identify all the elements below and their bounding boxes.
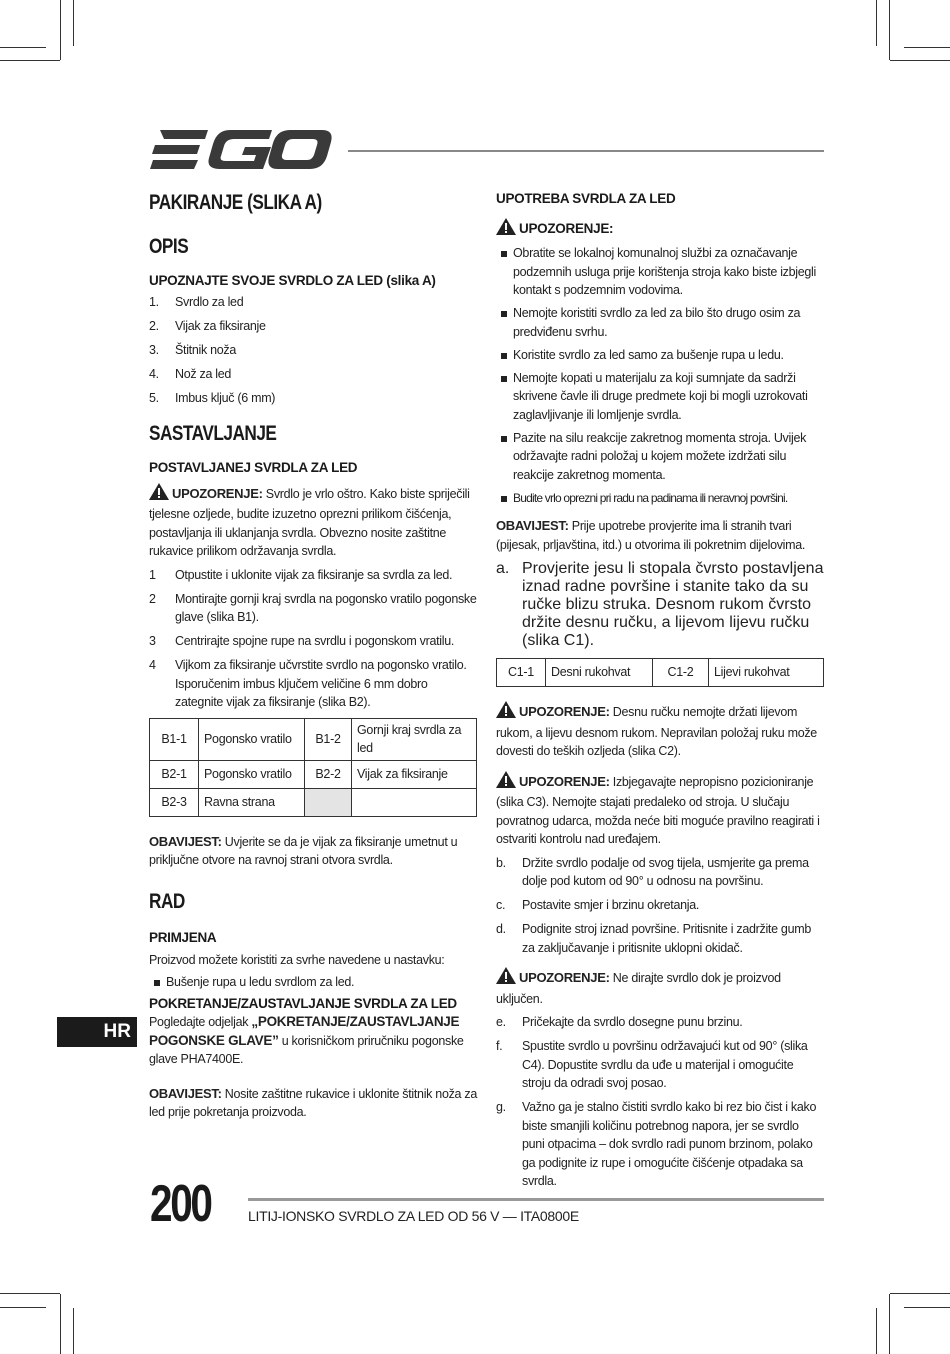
warning-text: Ne dirajte svrdlo dok je proizvod uključen.: [496, 971, 781, 1006]
warning-hand-position: [496, 701, 824, 761]
item-marker: f.: [496, 1039, 503, 1053]
section-title-description: OPIS: [149, 235, 189, 258]
warning-label: UPOZORENJE:: [519, 221, 614, 236]
crop-mark: [60, 1294, 61, 1354]
item-marker: 2.: [149, 319, 159, 333]
start-stop-reference: „POKRETANJE/ZAUSTAVLJANJE POGONSKE GLAVE”: [149, 1014, 460, 1048]
crop-mark: [890, 60, 950, 61]
table-cell: B1-1: [150, 718, 199, 760]
notice-label: OBAVIJEST:: [149, 833, 222, 849]
table-cell-empty: [305, 788, 352, 816]
header-rule: [348, 150, 824, 152]
bullet-item: [496, 429, 824, 485]
item-text: Držite svrdlo podalje od svog tijela, usmjerite ga prema dolje pod kutom od 90° u odnosu na površinu.: [522, 855, 809, 888]
section-title-assembly: SASTAVLJANJE: [149, 421, 277, 445]
warning-label: UPOZORENJE:: [172, 485, 263, 501]
crop-mark: [876, 1308, 877, 1354]
item-text: Podignite stroj iznad površine. Pritisnite i zadržite gumb za zaključavanje i pritisnite uklopni okidač.: [522, 922, 811, 955]
notice-screw: [149, 833, 477, 870]
crop-mark: [73, 0, 74, 46]
step-marker: a.: [496, 560, 510, 577]
item-text: Štitnik noža: [175, 343, 237, 357]
start-stop-text: [149, 1013, 477, 1069]
item-marker: 1: [149, 567, 156, 582]
operation-step: [496, 1098, 824, 1191]
bullet-square-icon: [501, 376, 507, 382]
table-cell: C1-2: [653, 659, 709, 687]
warning-label: UPOZORENJE:: [519, 970, 610, 985]
assembly-step: [149, 656, 477, 712]
assembly-warning: [149, 483, 477, 561]
parts-list: [149, 293, 477, 408]
operation-step: [496, 1013, 824, 1032]
table-cell: Lijevi rukohvat: [709, 659, 824, 687]
item-text: Otpustite i uklonite vijak za fiksiranje sa svrdla za led.: [175, 567, 453, 582]
bullet-square-icon: [501, 496, 507, 502]
table-cell: Desni rukohvat: [546, 659, 653, 687]
notice-text: Uvjerite se da je vijak za fiksiranje umetnut u priključne otvore na ravnoj strani otvora svrdla.: [149, 834, 458, 867]
warnings-list: [496, 244, 824, 507]
parts-list-item: [149, 293, 477, 312]
language-tab: HR: [57, 1017, 137, 1047]
bullet-item: [496, 369, 824, 425]
item-text: Pričekajte da svrdlo dosegne punu brzinu.: [522, 1015, 743, 1029]
item-text: Bušenje rupa u ledu svrdlom za led.: [166, 975, 355, 989]
item-text: Koristite svrdlo za led samo za bušenje rupa u ledu.: [513, 347, 784, 362]
bullet-item: [496, 346, 824, 365]
warning-label: UPOZORENJE:: [519, 773, 610, 789]
warning-icon: [496, 218, 516, 238]
crop-mark: [0, 47, 46, 48]
step-text: Provjerite jesu li stopala čvrsto postavljena iznad radne površine i stanite tako da su ručke blizu struka. Desnom rukom čvrsto držite desnu ručku, a lijevom lijevu ručku (slika C1).: [522, 560, 824, 649]
parts-list-item: [149, 317, 477, 336]
crop-mark: [889, 1294, 890, 1354]
table-cell: B1-2: [305, 718, 352, 760]
item-text: Spustite svrdlo u površinu održavajući kut od 90° (slika C4). Dopustite svrdlu da uđe u materijal i omogućite stroju da odradi svoj posao.: [522, 1039, 808, 1090]
left-column: [149, 186, 477, 1122]
crop-mark: [0, 60, 60, 61]
bullet-square-icon: [501, 436, 507, 442]
footer-rule: [248, 1198, 824, 1201]
table-cell-empty: [352, 788, 477, 816]
operation-step: [496, 920, 824, 957]
item-text: Pazite na silu reakcije zakretnog momenta stroja. Uvijek održavajte radni položaj u kojem možete izdržati silu reakcije zakretnog momenta.: [513, 430, 807, 482]
ego-logo: [150, 128, 332, 177]
crop-mark: [890, 1293, 950, 1294]
subsection-title-installing-auger: POSTAVLJANEJ SVRDLA ZA LED: [149, 459, 358, 475]
operation-step: [496, 896, 824, 915]
crop-mark: [0, 1293, 60, 1294]
item-text: Svrdlo za led: [175, 295, 244, 309]
parts-list-item: [149, 341, 477, 360]
subsection-title-auger-use: UPOTREBA SVRDLA ZA LED: [496, 191, 676, 206]
item-marker: 4: [149, 658, 156, 672]
item-text: Nož za led: [175, 367, 232, 381]
subsection-title-application: PRIMJENA: [149, 929, 217, 945]
warning-icon: [496, 967, 516, 990]
bullet-item: [496, 244, 824, 300]
item-marker: 1.: [149, 295, 159, 309]
crop-mark: [904, 1307, 950, 1308]
warning-heading: [496, 218, 824, 238]
assembly-step: [149, 566, 477, 585]
crop-mark: [60, 0, 61, 60]
bullet-square-icon: [154, 980, 160, 986]
assembly-step: [149, 632, 477, 651]
bullet-item: [496, 489, 824, 508]
start-stop-text-part: Pogledajte odjeljak: [149, 1015, 252, 1029]
item-text: Nemojte koristiti svrdlo za led za bilo što drugo osim za predviđenu svrhu.: [513, 306, 801, 339]
table-cell: C1-1: [497, 659, 546, 687]
item-marker: 3.: [149, 343, 159, 357]
application-intro: Proizvod možete koristiti za svrhe navedene u nastavku:: [149, 952, 445, 967]
table-cell: Vijak za fiksiranje: [352, 760, 477, 788]
item-text: Vijak za fiksiranje: [175, 319, 266, 333]
parts-table-c: [496, 658, 824, 687]
footer-title: LITIJ-IONSKO SVRDLO ZA LED OD 56 V — ITA0800E: [248, 1208, 579, 1224]
item-marker: c.: [496, 898, 506, 912]
item-text: Budite vrlo oprezni pri radu na padinama ili neravnoj površini.: [513, 490, 788, 505]
parts-list-item: [149, 389, 477, 408]
crop-mark: [904, 47, 950, 48]
section-title-packing: PAKIRANJE (SLIKA A): [149, 191, 322, 214]
crop-mark: [73, 1308, 74, 1354]
item-text: Imbus ključ (6 mm): [175, 391, 276, 405]
item-marker: g.: [496, 1100, 506, 1114]
assembly-steps: [149, 566, 477, 712]
bullet-item: [149, 973, 477, 992]
crop-mark: [889, 0, 890, 60]
bullet-square-icon: [501, 311, 507, 317]
parts-table-b: [149, 718, 477, 817]
parts-list-item: [149, 365, 477, 384]
item-text: Postavite smjer i brzinu okretanja.: [522, 898, 700, 912]
bullet-square-icon: [501, 251, 507, 257]
assembly-step: [149, 590, 477, 627]
item-text: Važno ga je stalno čistiti svrdlo kako bi rez bio čist i kako biste smanjili količinu potrebnog napora, jer se svrdlo puni otpacima – dok svrdlo radi punom brzinom, polako ga podignite iz rupe i omogućite čišćenje otpadaka sa svrdla.: [522, 1100, 817, 1188]
page-number: 200: [150, 1175, 211, 1233]
warning-icon: [149, 483, 169, 506]
operation-step: [496, 1037, 824, 1093]
table-cell: B2-3: [150, 788, 199, 816]
warning-label: UPOZORENJE:: [519, 704, 610, 719]
item-text: Obratite se lokalnoj komunalnoj službi za označavanje podzemnih usluga prije korištenja stroja kako biste izbjegli kontakt s podzemnim vodovima.: [513, 246, 817, 297]
item-marker: e.: [496, 1015, 506, 1029]
table-cell: Pogonsko vratilo: [199, 760, 305, 788]
notice-label: OBAVIJEST:: [496, 518, 569, 533]
subsection-title-know-your-auger: UPOZNAJTE SVOJE SVRDLO ZA LED (slika A): [149, 273, 436, 288]
table-cell: Ravna strana: [199, 788, 305, 816]
item-text: Vijkom za fiksiranje učvrstite svrdlo na pogonsko vratilo. Isporučenim imbus ključem veličine 6 mm dobro zategnite vijak za fiksiranje (slika B2).: [175, 658, 467, 709]
steps-e-g: [496, 1013, 824, 1191]
step-a: [496, 560, 824, 650]
warning-touch-auger: [496, 967, 824, 1008]
warning-positioning: [496, 771, 824, 849]
start-stop-text-part: u korisničkom priručniku pogonske glave PHA7400E.: [149, 1033, 464, 1066]
item-text: Montirajte gornji kraj svrdla na pogonsko vratilo pogonske glave (slika B1).: [175, 591, 477, 624]
notice-text: Prije upotrebe provjerite ima li stranih tvari (pijesak, prljavština, itd.) u otvorima ili pokretnim dijelovima.: [496, 519, 806, 552]
table-cell: Pogonsko vratilo: [199, 718, 305, 760]
table-cell: B2-2: [305, 760, 352, 788]
warning-text: Izbjegavajte nepropisno pozicioniranje (slika C3). Nemojte stajati predaleko od stroja. U slučaju povratnog udarca, možda neće biti moguće pravilno reagirati i ostvariti kontrolu nad uređajem.: [496, 774, 820, 846]
item-marker: 4.: [149, 367, 159, 381]
item-marker: d.: [496, 922, 506, 936]
item-text: Nemojte kopati u materijalu za koji sumnjate da sadrži skrivene čavle ili druge predmete koji bi mogli uzrokovati zaglavljivanje ili lomljenje svrdla.: [513, 370, 808, 422]
operation-step: [496, 854, 824, 891]
item-text: Centrirajte spojne rupe na svrdlu i pogonskom vratilu.: [175, 634, 455, 648]
application-list: [149, 973, 477, 992]
item-marker: b.: [496, 855, 506, 870]
crop-mark: [876, 0, 877, 46]
item-marker: 5.: [149, 391, 159, 405]
item-marker: 3: [149, 634, 156, 648]
notice-gloves: [149, 1085, 477, 1122]
bullet-item: [496, 304, 824, 341]
notice-text: Nosite zaštitne rukavice i uklonite štitnik noža za led prije pokretanja proizvoda.: [149, 1086, 477, 1119]
table-cell: B2-1: [150, 760, 199, 788]
table-cell: Gornji kraj svrdla za led: [352, 718, 477, 760]
steps-b-d: [496, 854, 824, 958]
crop-mark: [0, 1307, 46, 1308]
item-marker: 2: [149, 591, 156, 606]
notice-label: OBAVIJEST:: [149, 1085, 222, 1101]
bullet-square-icon: [501, 353, 507, 359]
warning-text: Desnu ručku nemojte držati lijevom rukom, a lijevu desnom rukom. Nepravilan položaj ruku može dovesti do teških ozljeda (slika C2).: [496, 705, 817, 758]
warning-icon: [496, 701, 516, 724]
warning-icon: [496, 771, 516, 794]
right-column: [496, 186, 824, 1196]
section-title-operation: RAD: [149, 889, 185, 913]
notice-foreign-matter: [496, 517, 824, 554]
subsection-title-start-stop: POKRETANJE/ZAUSTAVLJANJE SVRDLA ZA LED: [149, 996, 457, 1011]
warning-text: Svrdlo je vrlo oštro. Kako biste spriječili tjelesne ozljede, budite izuzetno oprezni prilikom čišćenja, postavljanja ili uklanjanja svrdla. Obvezno nosite zaštitne rukavice prilikom održavanja svrdla.: [149, 486, 470, 558]
